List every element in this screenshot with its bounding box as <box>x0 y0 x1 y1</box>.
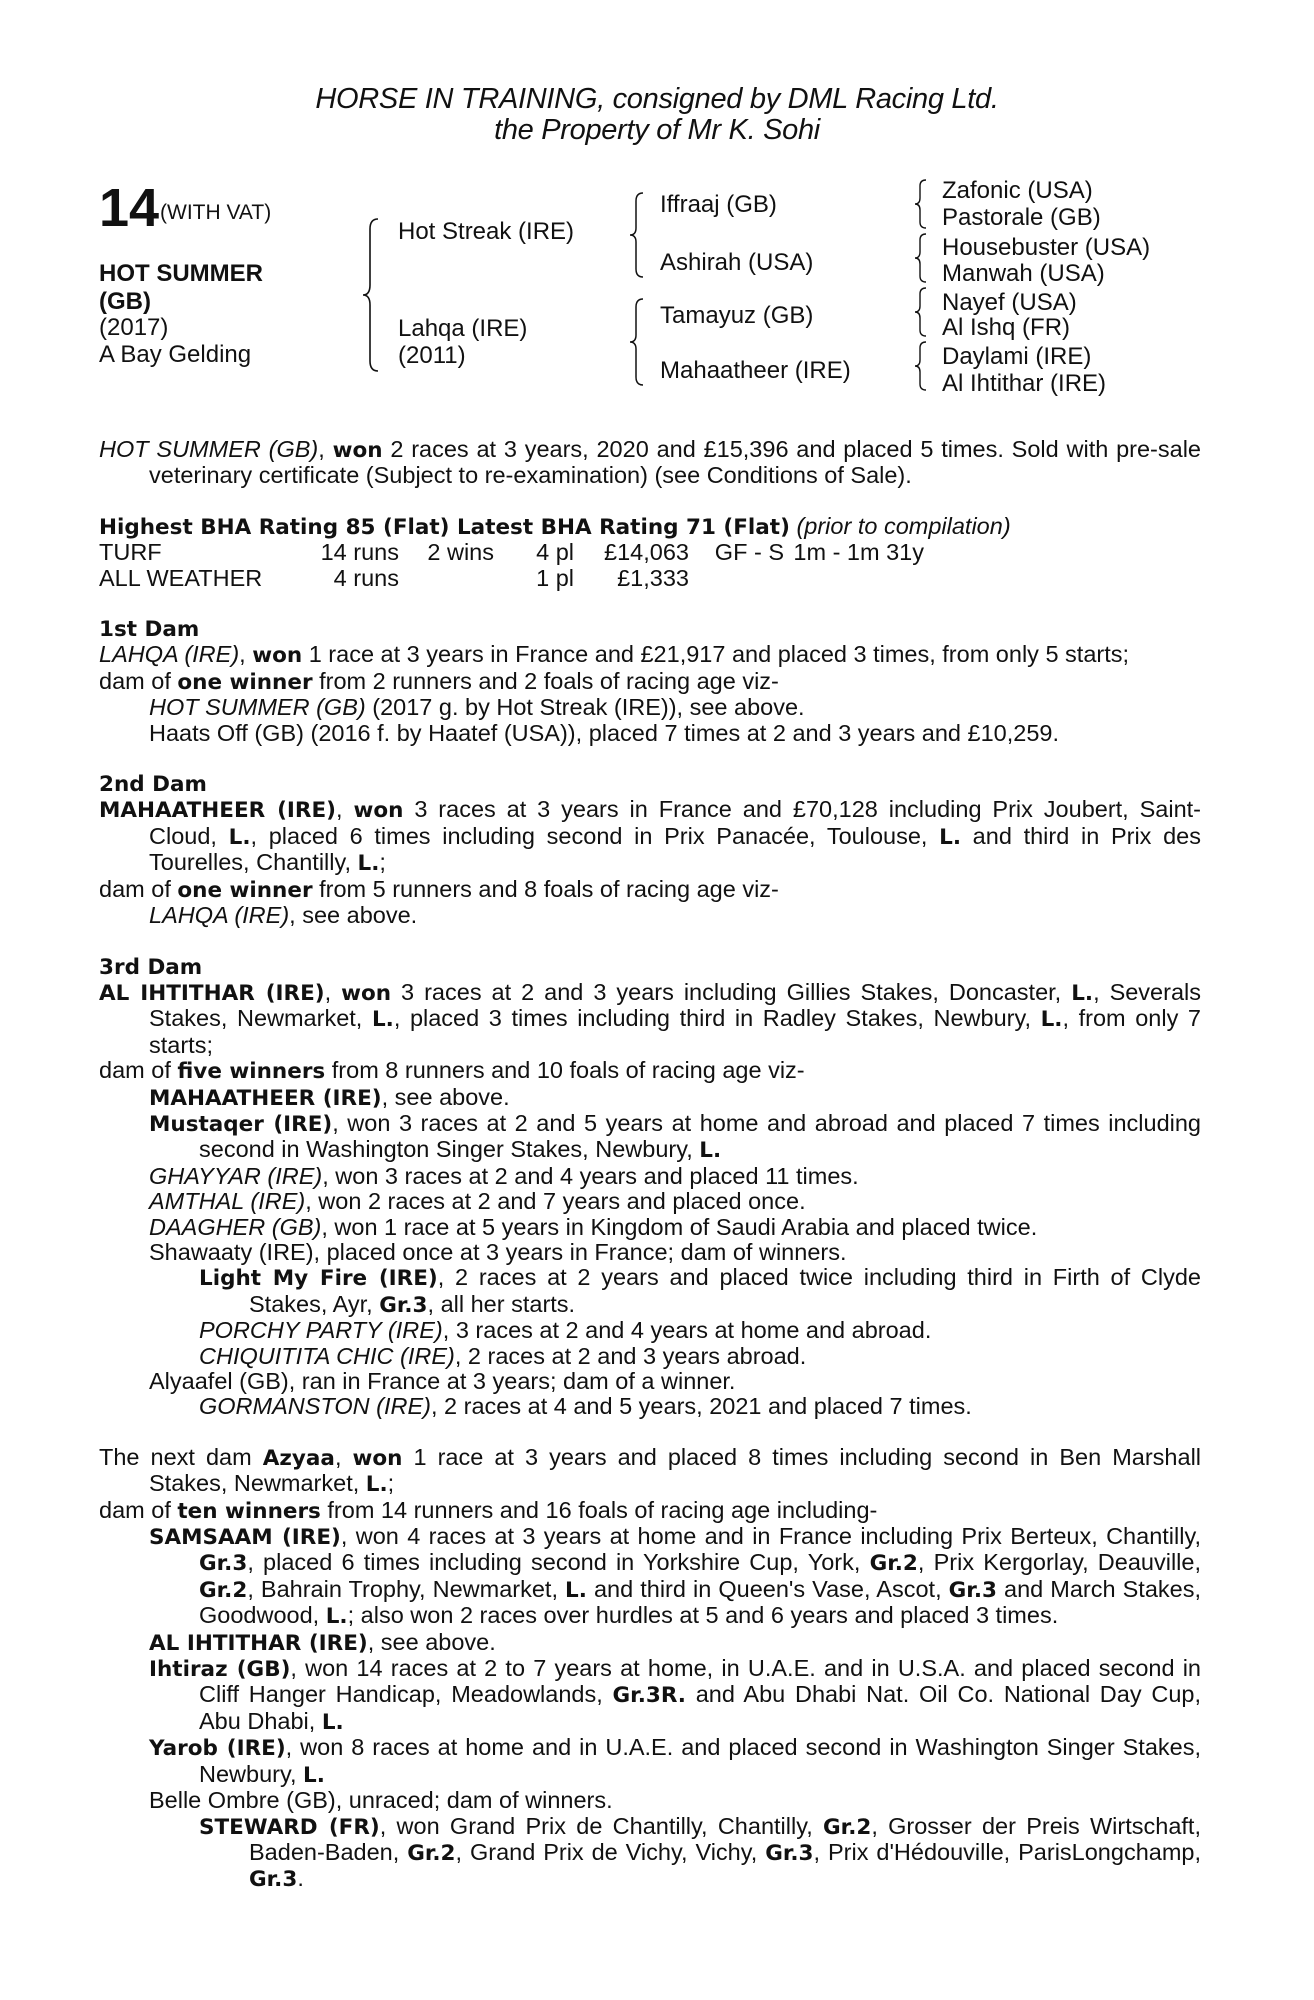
pedigree-grandsire-2: Ashirah (USA) <box>660 249 814 276</box>
foal-text: (2017 g. by Hot Streak (IRE)), see above. <box>365 694 805 721</box>
produce-yarob <box>99 1735 1201 1788</box>
title-line-1: HORSE IN TRAINING, consigned by DML Racing Ltd. <box>315 83 999 115</box>
pedigree-grandsire-3: Tamayuz (GB) <box>660 302 814 329</box>
produce-text: , Prix d'Hédouville, ParisLongchamp, <box>813 1838 1202 1865</box>
pedigree-dam: Lahqa (IRE) <box>398 315 528 342</box>
pedigree-brace-ashirah <box>912 231 934 285</box>
stats-row-all-weather <box>99 566 1201 591</box>
produce-text: and March Stakes, Goodwood, <box>199 1575 1201 1629</box>
dam2-text: and third in Prix des Tourelles, Chantilly, <box>149 822 1201 876</box>
produce-al-ihtithar <box>99 1630 1201 1656</box>
produce-mustaqer <box>99 1111 1201 1164</box>
nextdam-produce <box>99 1498 1201 1524</box>
pedigree-sire: Hot Streak (IRE) <box>398 218 575 245</box>
produce-name: Yarob (IRE) <box>149 1736 286 1762</box>
grade-2: Gr.2 <box>199 1577 248 1603</box>
stats-prize: £14,063 <box>604 539 689 566</box>
produce-text: , Bahrain Trophy, Newmarket, <box>247 1575 566 1602</box>
dam3-heading: 3rd Dam <box>99 954 203 980</box>
grade-listed: L. <box>357 851 380 877</box>
dam1-heading-row <box>99 616 1201 642</box>
produce-name: PORCHY PARTY (IRE) <box>199 1317 443 1344</box>
produce-name: DAAGHER (GB) <box>149 1213 322 1240</box>
dam2-heading: 2nd Dam <box>99 772 207 798</box>
nextdam-name: Azyaa <box>262 1445 335 1471</box>
grade-listed: L. <box>1071 980 1094 1006</box>
pedigree-brace-iffraaj <box>912 177 934 231</box>
summary-text: 2 races at 3 years, 2020 and £15,396 and placed 5 times. Sold with pre-sale veterinary certificate (Subject to re-examination) (see Conditions of Sale). <box>149 436 1201 489</box>
produce-text: , Grosser der Preis Wirtschaft, Baden-Baden, <box>249 1812 1201 1865</box>
produce-name: Mustaqer (IRE) <box>149 1111 333 1137</box>
produce-text: , 3 races at 2 and 4 years at home and abroad. <box>442 1317 932 1344</box>
produce-text: Alyaafel (GB), ran in France at 3 years; dam of a winner. <box>149 1368 736 1394</box>
stats-going <box>689 566 784 591</box>
pedigree-brace-sire <box>627 190 653 280</box>
stats-distance <box>784 566 924 591</box>
stats-surface: TURF <box>99 539 162 566</box>
produce-text: and third in Queen's Vase, Ascot, <box>586 1575 949 1602</box>
dam3-paragraph: AL IHTITHAR (IRE), won 3 races at 2 and 3 years including Gillies Stakes, Doncaster, L., Severals Stakes, Newmarket, L., placed 3 times including third in Radley Stakes, Newbury, L., from only 7 starts; <box>99 978 1201 1058</box>
foal-name: HOT SUMMER (GB) <box>149 694 366 721</box>
dam1-paragraph: LAHQA (IRE), won 1 race at 3 years in France and £21,917 and placed 3 times, from only 5 starts; <box>99 641 1130 669</box>
produce-text: , won 3 races at 2 and 5 years at home and abroad and placed 7 times including second in Washington Singer Stakes, Newbury, <box>199 1109 1201 1163</box>
produce-text: , all her starts. <box>427 1290 576 1317</box>
dam3-text: , Severals Stakes, Newmarket, <box>149 978 1201 1032</box>
pedigree-grandsire-4: Mahaatheer (IRE) <box>660 357 851 384</box>
foal-name: Haats Off (GB) <box>149 719 304 746</box>
stats-wins <box>399 566 494 591</box>
grade-listed: L. <box>699 1138 722 1164</box>
produce-text: , won 2 races at 2 and 7 years and placed once. <box>305 1188 806 1215</box>
dam2-text: 3 races at 3 years in France and £70,128 including Prix Joubert, Saint-Cloud, <box>149 796 1202 849</box>
pedigree-ggp-3: Housebuster (USA) <box>942 234 1151 261</box>
pedigree-ggp-5: Nayef (USA) <box>942 289 1077 316</box>
produce-name: CHIQUITITA CHIC (IRE) <box>199 1342 455 1369</box>
dam1-name: LAHQA (IRE) <box>99 641 240 668</box>
grade-listed: L. <box>321 1709 344 1735</box>
summary-paragraph: HOT SUMMER (GB), won 2 races at 3 years, 2020 and £15,396 and placed 5 times. Sold with pre-sale veterinary certificate (Subject to re-examination) (see Conditions of Sale). <box>99 436 1201 489</box>
foal-name: LAHQA (IRE) <box>149 902 290 929</box>
produce-text: , 2 races at 2 and 3 years abroad. <box>454 1342 807 1369</box>
ratings-headline <box>99 514 1201 540</box>
dam1-produce-pre: dam of <box>99 667 178 694</box>
produce-name: MAHAATHEER (IRE) <box>149 1085 382 1111</box>
dam3-produce-post: from 8 runners and 10 foals of racing age viz- <box>325 1057 805 1084</box>
dam2-produce-bold: one winner <box>177 877 313 903</box>
produce-chiquitita-chic <box>99 1344 1201 1369</box>
stats-surface: ALL WEATHER <box>99 564 263 591</box>
dam2-foal <box>99 903 1201 928</box>
produce-text: Belle Ombre (GB), unraced; dam of winners. <box>149 1787 613 1814</box>
dam3-produce-pre: dam of <box>99 1057 178 1084</box>
dam3-won: won <box>341 980 392 1006</box>
nextdam-text: ; <box>387 1470 395 1497</box>
dam2-won: won <box>353 798 404 824</box>
produce-name: AL IHTITHAR (IRE) <box>149 1630 368 1656</box>
dam2-paragraph: MAHAATHEER (IRE), won 3 races at 3 years in France and £70,128 including Prix Joubert, Saint-Cloud, L., placed 6 times including second in Prix Panacée, Toulouse, L. and third in Prix des Tourelles, Chantilly, L.; <box>99 796 1202 877</box>
grade-listed: L. <box>228 824 251 850</box>
catalogue-body <box>99 437 1201 1893</box>
produce-text: , Grand Prix de Vichy, Vichy, <box>455 1838 766 1865</box>
produce-name: SAMSAAM (IRE) <box>149 1525 341 1551</box>
produce-name: GHAYYAR (IRE) <box>149 1162 323 1189</box>
produce-text: and Abu Dhabi Nat. Oil Co. National Day Cup, Abu Dhabi, <box>199 1681 1201 1734</box>
dam2-produce-pre: dam of <box>99 875 178 902</box>
grade-3: Gr.3 <box>379 1292 428 1318</box>
stats-wins: 2 wins <box>427 539 494 566</box>
produce-belle-ombre <box>99 1788 1201 1813</box>
nextdam-pre: The next dam <box>99 1443 263 1470</box>
pedigree-ggp-2: Pastorale (GB) <box>942 204 1101 231</box>
foal-text: (2016 f. by Haatef (USA)), placed 7 times at 2 and 3 years and £10,259. <box>303 719 1060 746</box>
dam2-heading-row <box>99 771 1201 797</box>
produce-text: , Prix Kergorlay, Deauville, <box>917 1549 1201 1576</box>
produce-text: , see above. <box>381 1083 510 1110</box>
produce-text: , won Grand Prix de Chantilly, Chantilly, <box>379 1812 824 1839</box>
produce-name: Light My Fire (IRE) <box>199 1266 438 1292</box>
grade-2: Gr.2 <box>407 1840 456 1866</box>
produce-text: , won 14 races at 2 to 7 years at home, in U.A.E. and in U.S.A. and placed second in Cliff Hanger Handicap, Meadowlands, <box>199 1655 1201 1708</box>
stats-row-turf <box>99 540 1201 565</box>
produce-light-my-fire <box>99 1265 1201 1318</box>
pedigree-ggp-6: Al Ishq (FR) <box>942 314 1071 341</box>
produce-steward <box>99 1814 1201 1893</box>
dam1-produce-post: from 2 runners and 2 foals of racing age viz- <box>312 667 779 694</box>
produce-alyaafel <box>99 1369 1201 1394</box>
grade-3: Gr.3 <box>249 1867 298 1893</box>
dam3-text: 3 races at 2 and 3 years including Gillies Stakes, Doncaster, <box>391 978 1072 1005</box>
produce-text: , won 8 races at home and in U.A.E. and placed second in Washington Singer Stakes, Newbury, <box>199 1734 1201 1787</box>
horse-name: HOT SUMMER <box>99 260 263 287</box>
pedigree-ggp-7: Daylami (IRE) <box>942 343 1092 370</box>
grade-2: Gr.2 <box>823 1814 872 1840</box>
nextdam-paragraph: The next dam Azyaa, won 1 race at 3 years and placed 8 times including second in Ben Marshall Stakes, Newmarket, L.; <box>99 1443 1202 1498</box>
grade-3: Gr.3 <box>948 1577 997 1603</box>
grade-listed: L. <box>371 1007 394 1033</box>
dam3-text: , placed 3 times including third in Radley Stakes, Newbury, <box>393 1005 1041 1032</box>
summary-horse-name: HOT SUMMER (GB) <box>99 436 319 462</box>
produce-ghayyar <box>99 1164 1201 1189</box>
produce-ihtiraz <box>99 1656 1201 1735</box>
stats-runs: 4 runs <box>333 564 399 591</box>
produce-text: , won 1 race at 5 years in Kingdom of Saudi Arabia and placed twice. <box>321 1213 1038 1240</box>
nextdam-produce-post: from 14 runners and 16 foals of racing age including- <box>320 1496 878 1523</box>
dam3-name: AL IHTITHAR (IRE) <box>99 980 325 1006</box>
dam2-produce <box>99 877 1201 903</box>
produce-name: STEWARD (FR) <box>199 1814 380 1840</box>
produce-text: , see above. <box>367 1628 496 1655</box>
stats-placed: 4 pl <box>536 539 574 566</box>
produce-text: , won 3 races at 2 and 4 years and placed 11 times. <box>322 1162 859 1189</box>
grade-3r: Gr.3R. <box>612 1683 686 1709</box>
pedigree-grandsire-1: Iffraaj (GB) <box>660 191 777 218</box>
ratings-title: Highest BHA Rating 85 (Flat) Latest BHA Rating 71 (Flat) <box>99 514 790 540</box>
dam1-heading: 1st Dam <box>99 617 200 643</box>
dam1-foal-2 <box>99 721 1201 746</box>
stats-going: GF - S <box>714 539 784 566</box>
summary-won: won <box>332 438 383 463</box>
stats-runs: 14 runs <box>320 539 399 566</box>
produce-name: Ihtiraz (GB) <box>149 1657 291 1683</box>
grade-listed: L. <box>303 1762 325 1788</box>
dam3-text: , from only 7 starts; <box>149 1005 1201 1058</box>
grade-2: Gr.2 <box>869 1551 918 1577</box>
stats-placed: 1 pl <box>536 564 574 591</box>
produce-shawaaty <box>99 1240 1201 1265</box>
grade-listed: L. <box>565 1577 587 1603</box>
dam1-won: won <box>252 643 303 669</box>
produce-name: GORMANSTON (IRE) <box>199 1393 431 1420</box>
lot-number: 14 <box>99 178 160 238</box>
grade-3: Gr.3 <box>199 1551 248 1577</box>
stats-prize: £1,333 <box>617 564 689 591</box>
dam3-produce <box>99 1058 1201 1084</box>
dam2-produce-post: from 5 runners and 8 foals of racing age viz- <box>312 875 779 902</box>
produce-daagher <box>99 1215 1201 1240</box>
dam1-foal-1 <box>99 695 1201 720</box>
grade-listed: L. <box>325 1604 348 1630</box>
dam2-text: ; <box>379 849 386 876</box>
stats-distance: 1m - 1m 31y <box>793 539 924 566</box>
pedigree-ggp-4: Manwah (USA) <box>942 260 1105 287</box>
pedigree-brace-mahaatheer <box>912 339 934 393</box>
nextdam-produce-bold: ten winners <box>177 1498 321 1524</box>
pedigree-brace-parents <box>360 215 390 375</box>
vat-label: (WITH VAT) <box>160 201 272 224</box>
produce-mahaatheer <box>99 1085 1201 1111</box>
title-line-2: the Property of Mr K. Sohi <box>494 114 820 146</box>
nextdam-produce-pre: dam of <box>99 1496 178 1523</box>
grade-listed: L. <box>365 1472 388 1498</box>
grade-3: Gr.3 <box>765 1840 814 1866</box>
horse-country: (GB) <box>99 288 151 315</box>
ratings-note: (prior to compilation) <box>796 512 1011 539</box>
produce-text: Shawaaty (IRE), placed once at 3 years in France; dam of winners. <box>149 1238 847 1265</box>
horse-year: (2017) <box>99 314 169 341</box>
produce-text: , placed 6 times including second in Yorkshire Cup, York, <box>247 1549 870 1576</box>
produce-gormanston <box>99 1394 1201 1419</box>
pedigree-ggp-1: Zafonic (USA) <box>942 177 1093 204</box>
produce-text: . <box>297 1865 304 1892</box>
dam3-produce-bold: five winners <box>177 1059 326 1085</box>
dam1-produce <box>99 669 1201 695</box>
pedigree-brace-dam <box>627 296 653 388</box>
dam2-text: , placed 6 times including second in Prix Panacée, Toulouse, <box>250 822 940 849</box>
produce-name: AMTHAL (IRE) <box>149 1188 306 1215</box>
foal-text: , see above. <box>289 902 418 929</box>
produce-text: , won 4 races at 3 years at home and in France including Prix Berteux, Chantilly, <box>340 1523 1201 1550</box>
produce-text: ; also won 2 races over hurdles at 5 and 6 years and placed 3 times. <box>347 1602 1059 1629</box>
grade-listed: L. <box>939 824 961 850</box>
dam3-heading-row <box>99 954 1201 980</box>
produce-text: , 2 races at 2 years and placed twice including third in Firth of Clyde Stakes, Ayr, <box>249 1264 1201 1317</box>
dam1-produce-bold: one winner <box>177 669 313 695</box>
produce-amthal <box>99 1189 1201 1214</box>
produce-samsaam <box>99 1524 1201 1630</box>
produce-porchy-party <box>99 1318 1201 1343</box>
produce-text: , 2 races at 4 and 5 years, 2021 and placed 7 times. <box>430 1393 972 1420</box>
nextdam-text: 1 race at 3 years and placed 8 times including second in Ben Marshall Stakes, Newmarket, <box>149 1443 1202 1497</box>
dam1-text: 1 race at 3 years in France and £21,917 and placed 3 times, from only 5 starts; <box>302 641 1130 668</box>
pedigree-dam-year: (2011) <box>398 342 466 369</box>
nextdam-won: won <box>352 1445 403 1471</box>
grade-listed: L. <box>1040 1007 1063 1033</box>
dam2-name: MAHAATHEER (IRE) <box>99 798 336 824</box>
pedigree-brace-tamayuz <box>912 285 934 339</box>
pedigree-ggp-8: Al Ihtithar (IRE) <box>942 370 1107 397</box>
horse-description: A Bay Gelding <box>99 341 252 368</box>
